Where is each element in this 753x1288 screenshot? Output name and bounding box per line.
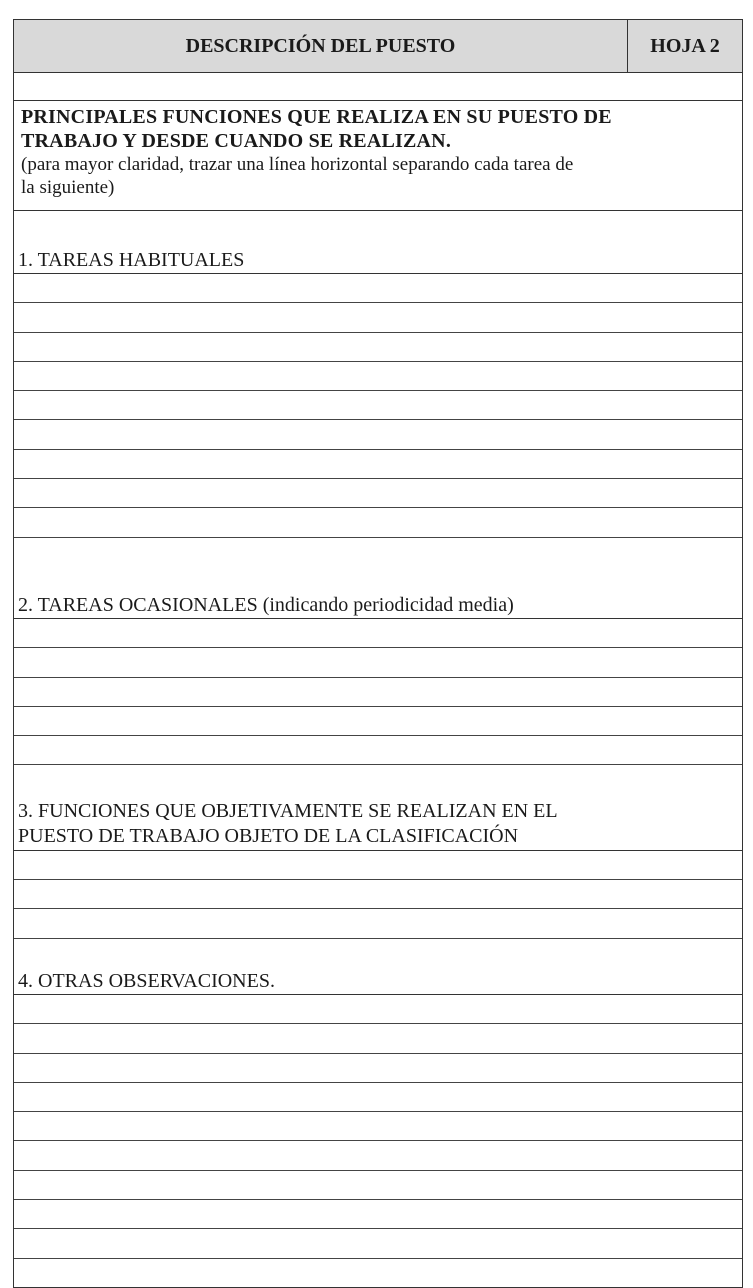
writing-line[interactable] xyxy=(14,765,742,793)
writing-line[interactable] xyxy=(14,333,742,362)
writing-line[interactable] xyxy=(14,362,742,391)
writing-line[interactable] xyxy=(14,1200,742,1229)
form-header xyxy=(14,20,742,73)
instructions-title-line-1: PRINCIPALES FUNCIONES QUE REALIZA EN SU PUESTO DE xyxy=(21,106,612,128)
section-3-heading xyxy=(14,794,742,851)
writing-line[interactable] xyxy=(14,538,742,566)
form-title: DESCRIPCIÓN DEL PUESTO xyxy=(14,20,628,72)
writing-line[interactable] xyxy=(14,1024,742,1053)
section-2-heading xyxy=(14,566,742,619)
instructions-title-line-2: TRABAJO Y DESDE CUANDO SE REALIZAN. xyxy=(21,130,452,152)
writing-line[interactable] xyxy=(14,1141,742,1170)
writing-line[interactable] xyxy=(14,678,742,707)
writing-line[interactable] xyxy=(14,450,742,479)
writing-line[interactable] xyxy=(14,736,742,765)
writing-line[interactable] xyxy=(14,939,742,967)
section-4-label: 4. OTRAS OBSERVACIONES. xyxy=(18,969,275,992)
writing-line[interactable] xyxy=(14,619,742,648)
section-2-lines xyxy=(14,619,742,794)
writing-line[interactable] xyxy=(14,851,742,880)
instructions-note-line-2: la siguiente) xyxy=(21,177,115,198)
section-3-lines xyxy=(14,851,742,967)
writing-line[interactable] xyxy=(14,1112,742,1141)
section-4-heading xyxy=(14,967,742,995)
instructions-note-line-1: (para mayor claridad, trazar una línea horizontal separando cada tarea de xyxy=(21,154,574,175)
section-4-lines xyxy=(14,995,742,1287)
section-3-label-line-2: PUESTO DE TRABAJO OBJETO DE LA CLASIFICACIÓN xyxy=(18,824,519,847)
section-1-lines xyxy=(14,274,742,566)
writing-line[interactable] xyxy=(14,1054,742,1083)
instructions-block xyxy=(14,101,742,211)
writing-line[interactable] xyxy=(14,479,742,508)
sheet-number: HOJA 2 xyxy=(650,34,720,57)
writing-line[interactable] xyxy=(14,508,742,537)
writing-line[interactable] xyxy=(14,391,742,420)
section-3-label-line-1: 3. FUNCIONES QUE OBJETIVAMENTE SE REALIZAN EN EL xyxy=(18,799,558,822)
section-1-heading xyxy=(14,211,742,274)
writing-line[interactable] xyxy=(14,880,742,909)
writing-line[interactable] xyxy=(14,995,742,1024)
writing-line[interactable] xyxy=(14,303,742,332)
writing-line[interactable] xyxy=(14,648,742,677)
writing-line[interactable] xyxy=(14,1083,742,1112)
writing-line[interactable] xyxy=(14,1229,742,1258)
blank-row xyxy=(14,73,742,101)
writing-line[interactable] xyxy=(14,1171,742,1200)
writing-line[interactable] xyxy=(14,909,742,938)
job-description-form xyxy=(13,19,743,1288)
writing-line[interactable] xyxy=(14,274,742,303)
section-2-label: 2. TAREAS OCASIONALES (indicando periodicidad media) xyxy=(18,593,514,616)
section-1-label: 1. TAREAS HABITUALES xyxy=(18,249,245,271)
writing-line[interactable] xyxy=(14,707,742,736)
writing-line[interactable] xyxy=(14,420,742,449)
